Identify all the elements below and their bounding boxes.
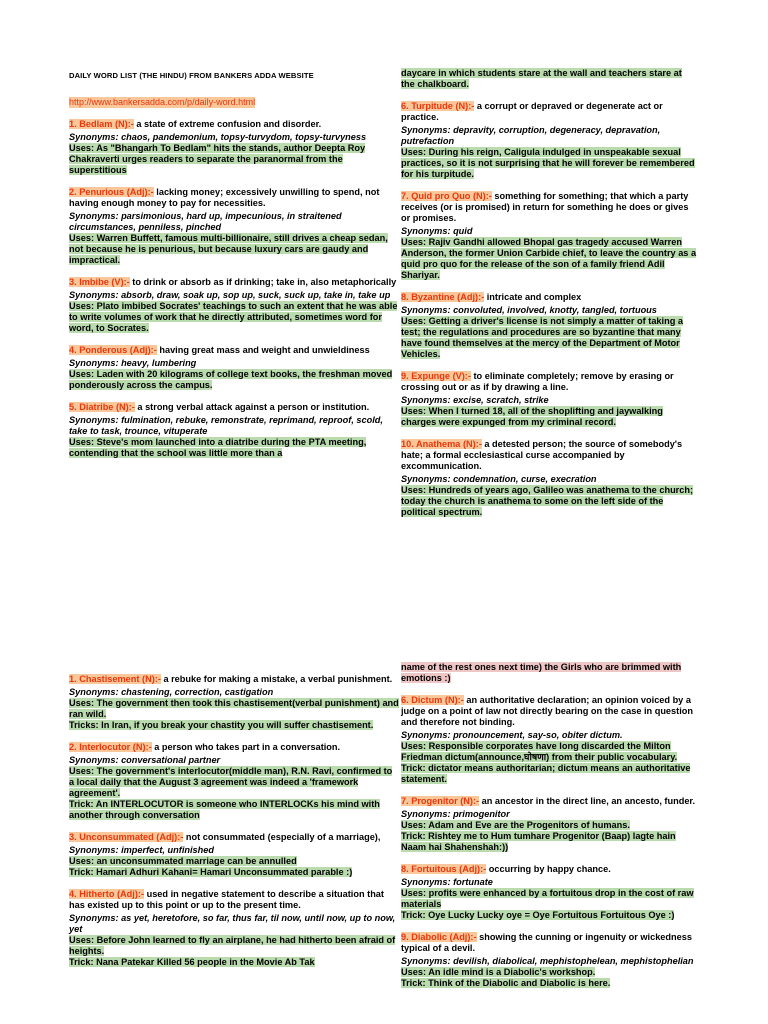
word-term: 10. Anathema (N):-: [401, 439, 482, 449]
word-usage: Uses: The government's interlocutor(middle man), R.N. Ravi, confirmed to a local daily that the August 3 agreement was indeed a 'framework agreement'.: [69, 766, 393, 798]
word-usage: Uses: Rajiv Gandhi allowed Bhopal gas tragedy accused Warren Anderson, the former Union Carbide chief, to leave the country as a quid pro quo for the release of the son of a family friend Adil Shariyar.: [401, 237, 697, 280]
word-entry: [401, 371, 697, 428]
word-entry: [69, 345, 399, 391]
word-entry: [401, 191, 697, 281]
word-usage: Uses: Before John learned to fly an airplane, he had hitherto been afraid of heights.: [69, 935, 396, 956]
word-usage: Uses: As "Bhangarh To Bedlam" hits the stands, author Deepta Roy Chakraverti urges readers to separate the paranormal from the superstitious: [69, 143, 366, 175]
word-entry: [69, 674, 399, 731]
source-url-link[interactable]: http://www.bankersadda.com/p/daily-word.html: [69, 97, 256, 107]
word-usage: Uses: An idle mind is a Diabolic's workshop.: [401, 967, 596, 977]
word-usage: Uses: Hundreds of years ago, Galileo was anathema to the church; today the church is anathema to some on the left side of the political spectrum.: [401, 485, 694, 517]
word-synonyms: Synonyms: imperfect, unfinished: [69, 845, 214, 855]
word-term: 4. Hitherto (Adj):-: [69, 889, 145, 899]
word-entry: [401, 864, 697, 921]
word-synonyms: Synonyms: chastening, correction, castigation: [69, 687, 274, 697]
word-definition: lacking money; excessively unwilling to spend, not having enough money to pay for necessities.: [69, 187, 380, 208]
word-usage: Uses: When I turned 18, all of the shoplifting and jaywalking charges were expunged from my criminal record.: [401, 406, 663, 427]
word-synonyms: Synonyms: convoluted, involved, knotty, tangled, tortuous: [401, 305, 657, 315]
word-synonyms: Synonyms: excise, scratch, strike: [401, 395, 549, 405]
word-synonyms: Synonyms: depravity, corruption, degeneracy, depravation, putrefaction: [401, 125, 661, 146]
page1-right-column: [401, 68, 697, 529]
page2-left-column: [69, 674, 399, 979]
word-definition: a state of extreme confusion and disorder.: [133, 119, 322, 129]
word-definition: something for something; that which a party receives (or is promised) in return for something he does or gives or promises.: [401, 191, 689, 223]
word-term: 4. Ponderous (Adj):-: [69, 345, 157, 355]
word-synonyms: Synonyms: fulmination, rebuke, remonstrate, reprimand, reproof, scold, take to task, trounce, vituperate: [69, 415, 383, 436]
word-term: 6. Dictum (N):-: [401, 695, 464, 705]
word-trick: Trick: Rishtey me to Hum tumhare Progenitor (Baap) lagte hain Naam hai Shahenshah:)): [401, 831, 676, 852]
word-synonyms: Synonyms: quid: [401, 226, 473, 236]
word-trick: Trick: dictator means authoritarian; dictum means an authoritative statement.: [401, 763, 691, 784]
word-entry: [69, 832, 399, 878]
word-synonyms: Synonyms: heavy, lumbering: [69, 358, 197, 368]
word-term: 8. Fortuitous (Adj):-: [401, 864, 487, 874]
word-usage: Uses: Warren Buffett, famous multi-billionaire, still drives a cheap sedan, not because he is penurious, but because luxury cars are gaudy and impractical.: [69, 233, 388, 265]
word-entry: [69, 119, 399, 176]
word-trick: Trick: Think of the Diabolic and Diabolic is here.: [401, 978, 611, 988]
word-usage: Uses: Laden with 20 kilograms of college text books, the freshman moved ponderously across the campus.: [69, 369, 393, 390]
word-usage: Uses: Adam and Eve are the Progenitors of humans.: [401, 820, 630, 830]
word-synonyms: Synonyms: primogenitor: [401, 809, 510, 819]
word-trick: Trick: An INTERLOCUTOR is someone who INTERLOCKs his mind with another through conversation: [69, 799, 380, 820]
word-entry: [401, 796, 697, 853]
word-term: 7. Progenitor (N):-: [401, 796, 480, 806]
word-entry: [401, 292, 697, 360]
word-synonyms: Synonyms: devilish, diabolical, mephistophelean, mephistophelian: [401, 956, 694, 966]
word-trick: Trick: Hamari Adhuri Kahani= Hamari Unconsummated parable :): [69, 867, 353, 877]
word-definition: showing the cunning or ingenuity or wickedness typical of a devil.: [401, 932, 692, 953]
word-entry: [401, 932, 697, 989]
word-entry: [69, 187, 399, 266]
word-entry: [401, 439, 697, 518]
word-term: 3. Unconsummated (Adj):-: [69, 832, 184, 842]
word-usage: Uses: Getting a driver's license is not simply a matter of taking a test; the regulations and procedures are so byzantine that many have found themselves at the mercy of the Department of Motor Vehicles.: [401, 316, 683, 359]
word-definition: used in negative statement to describe a situation that has existed up to this point or up to the present time.: [69, 889, 384, 910]
word-entry: [401, 101, 697, 180]
page-2: [0, 660, 768, 1024]
word-trick: Trick: Nana Patekar Killed 56 people in the Movie Ab Tak: [69, 957, 315, 967]
word-term: 1. Bedlam (N):-: [69, 119, 134, 129]
word-definition: not consummated (especially of a marriage),: [183, 832, 381, 842]
word-term: 9. Expunge (V):-: [401, 371, 471, 381]
document-heading: DAILY WORD LIST (THE HINDU) FROM BANKERS ADDA WEBSITE: [69, 71, 314, 80]
word-usage: Uses: Plato imbibed Socrates' teachings to such an extent that he was able to write volumes of work that he directly attributed, sometimes word for word, to Socrates.: [69, 301, 398, 333]
word-synonyms: Synonyms: conversational partner: [69, 755, 221, 765]
word-definition: a corrupt or depraved or degenerate act or practice.: [401, 101, 663, 122]
word-definition: to eliminate completely; remove by erasing or crossing out or as if by drawing a line.: [401, 371, 674, 392]
word-definition: intricate and complex: [484, 292, 582, 302]
word-definition: a person who takes part in a conversation.: [151, 742, 341, 752]
word-synonyms: Synonyms: chaos, pandemonium, topsy-turvydom, topsy-turvyness: [69, 132, 367, 142]
word-synonyms: Synonyms: condemnation, curse, execration: [401, 474, 597, 484]
word-synonyms: Synonyms: pronouncement, say-so, obiter dictum.: [401, 730, 623, 740]
word-term: 3. Imbibe (V):-: [69, 277, 130, 287]
word-usage: Uses: an unconsummated marriage can be annulled: [69, 856, 297, 866]
page1-left-column: [69, 70, 399, 470]
page2-right-column: [401, 662, 697, 1000]
word-entry: [69, 402, 399, 459]
word-term: 5. Diatribe (N):-: [69, 402, 135, 412]
word-entry: [69, 742, 399, 821]
word-term: 9. Diabolic (Adj):-: [401, 932, 477, 942]
continuation-text: name of the rest ones next time) the Girls who are brimmed with emotions :): [401, 662, 682, 683]
word-definition: a rebuke for making a mistake, a verbal punishment.: [160, 674, 393, 684]
word-term: 8. Byzantine (Adj):-: [401, 292, 485, 302]
word-usage: Uses: The government then took this chastisement(verbal punishment) and ran wild.: [69, 698, 399, 719]
word-synonyms: Synonyms: as yet, heretofore, so far, thus far, til now, until now, up to now, yet: [69, 913, 396, 934]
word-definition: an authoritative declaration; an opinion voiced by a judge on a point of law not directly bearing on the case in question and therefore not binding.: [401, 695, 693, 727]
word-term: 7. Quid pro Quo (N):-: [401, 191, 492, 201]
word-usage: Uses: During his reign, Caligula indulged in unspeakable sexual practices, so it is not surprising that he will forever be remembered for his turpitude.: [401, 147, 695, 179]
word-definition: a strong verbal attack against a person or institution.: [134, 402, 370, 412]
word-definition: an ancestor in the direct line, an ancesto, funder.: [479, 796, 696, 806]
word-entry: [69, 889, 399, 968]
word-trick: Tricks: In Iran, if you break your chastity you will suffer chastisement.: [69, 720, 374, 730]
word-usage: Uses: profits were enhanced by a fortuitous drop in the cost of raw materials: [401, 888, 694, 909]
word-term: 6. Turpitude (N):-: [401, 101, 475, 111]
word-synonyms: Synonyms: absorb, draw, soak up, sop up, suck, suck up, take in, take up: [69, 290, 391, 300]
word-synonyms: Synonyms: parsimonious, hard up, impecunious, in straitened circumstances, penniless, pinched: [69, 211, 342, 232]
word-usage: Uses: Steve's mom launched into a diatribe during the PTA meeting, contending that the school was little more than a: [69, 437, 367, 458]
word-term: 2. Penurious (Adj):-: [69, 187, 154, 197]
word-definition: occurring by happy chance.: [486, 864, 611, 874]
word-definition: a detested person; the source of somebody's hate; a formal ecclesiastical curse accompanied by excommunication.: [401, 439, 683, 471]
word-trick: Trick: Oye Lucky Lucky oye = Oye Fortuitous Fortuitous Oye :): [401, 910, 675, 920]
word-usage: Uses: Responsible corporates have long discarded the Milton Friedman dictum(announce,घोषणा) from their public vocabulary.: [401, 741, 678, 762]
continuation-text: daycare in which students stare at the wall and teachers stare at the chalkboard.: [401, 68, 682, 89]
word-definition: having great mass and weight and unwieldiness: [156, 345, 370, 355]
word-synonyms: Synonyms: fortunate: [401, 877, 493, 887]
word-definition: to drink or absorb as if drinking; take in, also metaphorically: [129, 277, 397, 287]
word-entry: [69, 277, 399, 334]
word-term: 2. Interlocutor (N):-: [69, 742, 152, 752]
word-term: 1. Chastisement (N):-: [69, 674, 161, 684]
word-entry: [401, 695, 697, 785]
